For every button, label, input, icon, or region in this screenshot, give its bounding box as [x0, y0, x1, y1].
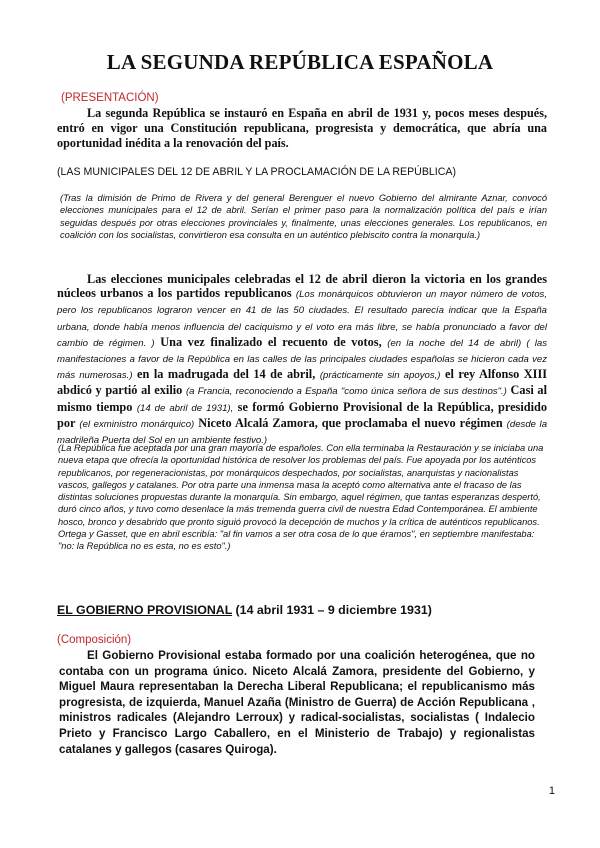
- gobierno-heading-dates: (14 abril 1931 – 9 diciembre 1931): [232, 603, 432, 617]
- note-dimision: (Tras la dimisión de Primo de Rivera y del general Berenguer el nuevo Gobierno del almirante Aznar, convocó elecciones municipales para el 12 de abril. Serían el primer paso para la normalización política del país e irían seguidas después por otras elecciones provinciales y, finalmente, unas elecciones generales. Los republicanos, en coalición con los socialistas, convirtieron esa consulta en un auténtico plebiscito contra la monarquía.): [60, 193, 547, 241]
- page-number: 1: [548, 785, 555, 797]
- composicion-label: (Composición): [57, 634, 132, 646]
- presentation-block: [57, 91, 547, 151]
- composicion-paragraph: El Gobierno Provisional estaba formado por una coalición heterogénea, que no contaba con un programa único. Niceto Alcalá Zamora, presidente del Gobierno, y Miguel Maura representaban la Derecha Liberal Republicana; el republicanismo más progresista, de izquierda, Manuel Azaña (Ministro de Guerra) de Acción Republicana , ministros radicales (Alejandro Lerroux) y radical-socialistas, socialistas ( Indalecio Prieto y Francisco Largo Caballero, en el Ministerio de Trabajo) y regionalistas catalanes y gallegos (casares Quiroga).: [59, 649, 535, 756]
- gobierno-heading: [57, 603, 547, 617]
- presentation-text: La segunda República se instauró en España en abril de 1931 y, pocos meses después, entró en vigor una Constitución republicana, progresista y democrática, que abría una oportunidad inédita a la renovación del país.: [57, 106, 547, 150]
- elecciones-paragraph: Las elecciones municipales celebradas el 12 de abril dieron la victoria en los grandes núcleos urbanos a los partidos republicanos (Los monárquicos obtuvieron un mayor número de votos, pero los republicanos lograron vencer en 41 de las 50 ciudades. El resultado parecía indicar que la España urbana, donde había menos influencia del caciquismo y el voto era más libre, se había pronunciado a favor del cambio de régimen. ) Una vez finalizado el recuento de votos, (en la noche del 14 de abril) ( las manifestaciones a favor de la República en las calles de las principales ciudades españolas se hicieron cada vez más numerosas.) en la madrugada del 14 de abril, (prácticamente sin apoyos,) el rey Alfonso XIII abdicó y partió al exilio (a Francia, reconociendo a España "como única señora de sus destinos".) Casi al mismo tiempo (14 de abril de 1931), se formó Gobierno Provisional de la República, presidido por (el exministro monárquico) Niceto Alcalá Zamora, que proclamaba el nuevo régimen (desde la madrileña Puerta del Sol en un ambiente festivo.): [57, 272, 548, 447]
- note-republica: (La República fue aceptada por una gran mayoría de españoles. Con ella terminaba la Restauración y se iniciaba una nueva etapa que ofrecía la oportunidad histórica de resolver los problemas del país. Fue apoyada por los auténticos republicanos, por regeneracionistas, por monárquicos despechados, por socialistas, anarquistas y nacionalistas vascos, gallegos y catalanes. Por otra parte una inmensa masa la aceptó como alternativa ante el fracaso de las distintas soluciones propuestas durante la monarquía. Sin embargo, aquel régimen, que tantas esperanzas despertó, duró cinco años, y tuvo como desenlace la más tremenda guerra civil de nuestra Edad Contemporánea. El ambiente hosco, bronco y desabrido que pronto siguió provocó la decepción de muchos y la crítica de auténticos republicanos. Ortega y Gasset, que en abril escribía: "al fin vamos a ser otra cosa de lo que éramos", en septiembre manifestaba: "no: la República no es esta, no es esto".): [58, 443, 544, 552]
- presentation-label: (PRESENTACIÓN): [61, 92, 159, 104]
- gobierno-heading-title: EL GOBIERNO PROVISIONAL: [57, 603, 233, 617]
- page-title: LA SEGUNDA REPÚBLICA ESPAÑOLA: [106, 50, 494, 74]
- municipales-heading: (LAS MUNICIPALES DEL 12 DE ABRIL Y LA PROCLAMACIÓN DE LA REPÚBLICA): [57, 166, 456, 178]
